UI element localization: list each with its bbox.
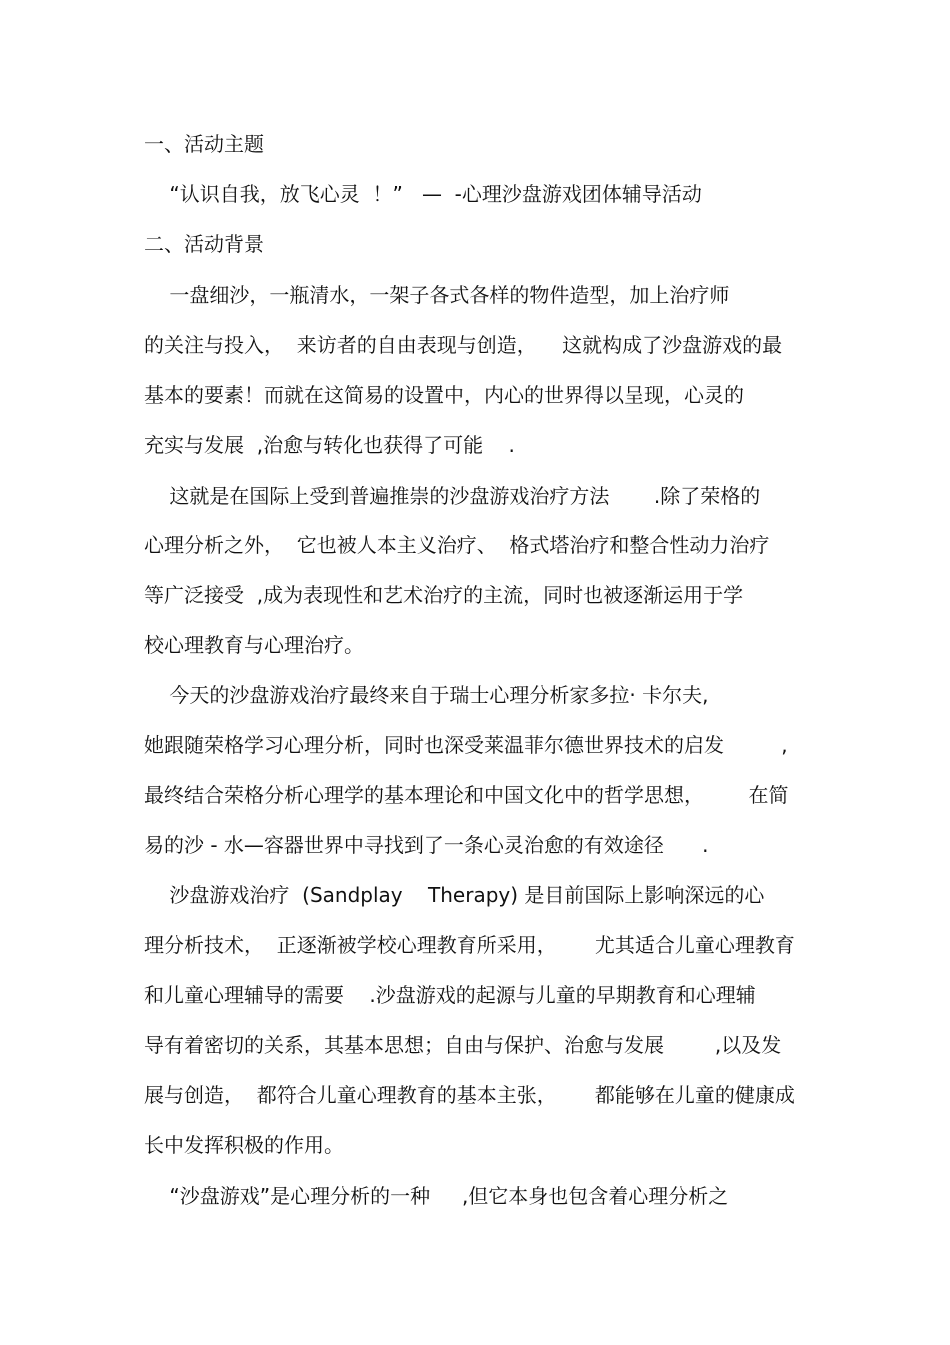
paragraph-line: “沙盘游戏”是心理分析的一种 ,但它本身也包含着心理分析之 (144, 1184, 729, 1208)
paragraph-line: 沙盘游戏治疗 (Sandplay Therapy) 是目前国际上影响深远的心 (144, 883, 765, 907)
paragraph-line: 的关注与投入， 来访者的自由表现与创造， 这就构成了沙盘游戏的最 (144, 333, 783, 357)
paragraph-line: 基本的要素！而就在这简易的设置中，内心的世界得以呈现，心灵的 (144, 383, 744, 407)
paragraph-line: 她跟随荣格学习心理分析，同时也深受莱温菲尔德世界技术的启发 , (144, 733, 788, 757)
paragraph-line: 这就是在国际上受到普遍推崇的沙盘游戏治疗方法 .除了荣格的 (144, 484, 761, 508)
paragraph-line: 长中发挥积极的作用。 (144, 1133, 344, 1157)
paragraph-line: 导有着密切的关系，其基本思想；自由与保护、治愈与发展 ,以及发 (144, 1033, 782, 1057)
paragraph-line: 心理分析之外， 它也被人本主义治疗、 格式塔治疗和整合性动力治疗 (144, 533, 770, 557)
paragraph-line: 最终结合荣格分析心理学的基本理论和中国文化中的哲学思想， 在简 (144, 783, 789, 807)
activity-title-line: “认识自我，放飞心灵 ！” — -心理沙盘游戏团体辅导活动 (144, 182, 702, 206)
paragraph-line: 校心理教育与心理治疗。 (144, 633, 364, 657)
paragraph-line: 今天的沙盘游戏治疗最终来自于瑞士心理分析家多拉· 卡尔夫, (144, 683, 709, 707)
paragraph-line: 充实与发展 ,治愈与转化也获得了可能 . (144, 433, 515, 457)
paragraph-line: 易的沙 - 水—容器世界中寻找到了一条心灵治愈的有效途径 . (144, 833, 709, 857)
paragraph-line: 一盘细沙，一瓶清水，一架子各式各样的物件造型，加上治疗师 (144, 283, 730, 307)
paragraph-line: 展与创造， 都符合儿童心理教育的基本主张， 都能够在儿童的健康成 (144, 1083, 795, 1107)
paragraph-line: 理分析技术， 正逐渐被学校心理教育所采用， 尤其适合儿童心理教育 (144, 933, 795, 957)
paragraph-line: 等广泛接受 ,成为表现性和艺术治疗的主流，同时也被逐渐运用于学 (144, 583, 744, 607)
section-heading-background: 二、活动背景 (144, 232, 264, 256)
paragraph-line: 和儿童心理辅导的需要 .沙盘游戏的起源与儿童的早期教育和心理辅 (144, 983, 756, 1007)
section-heading-theme: 一、活动主题 (144, 132, 264, 156)
